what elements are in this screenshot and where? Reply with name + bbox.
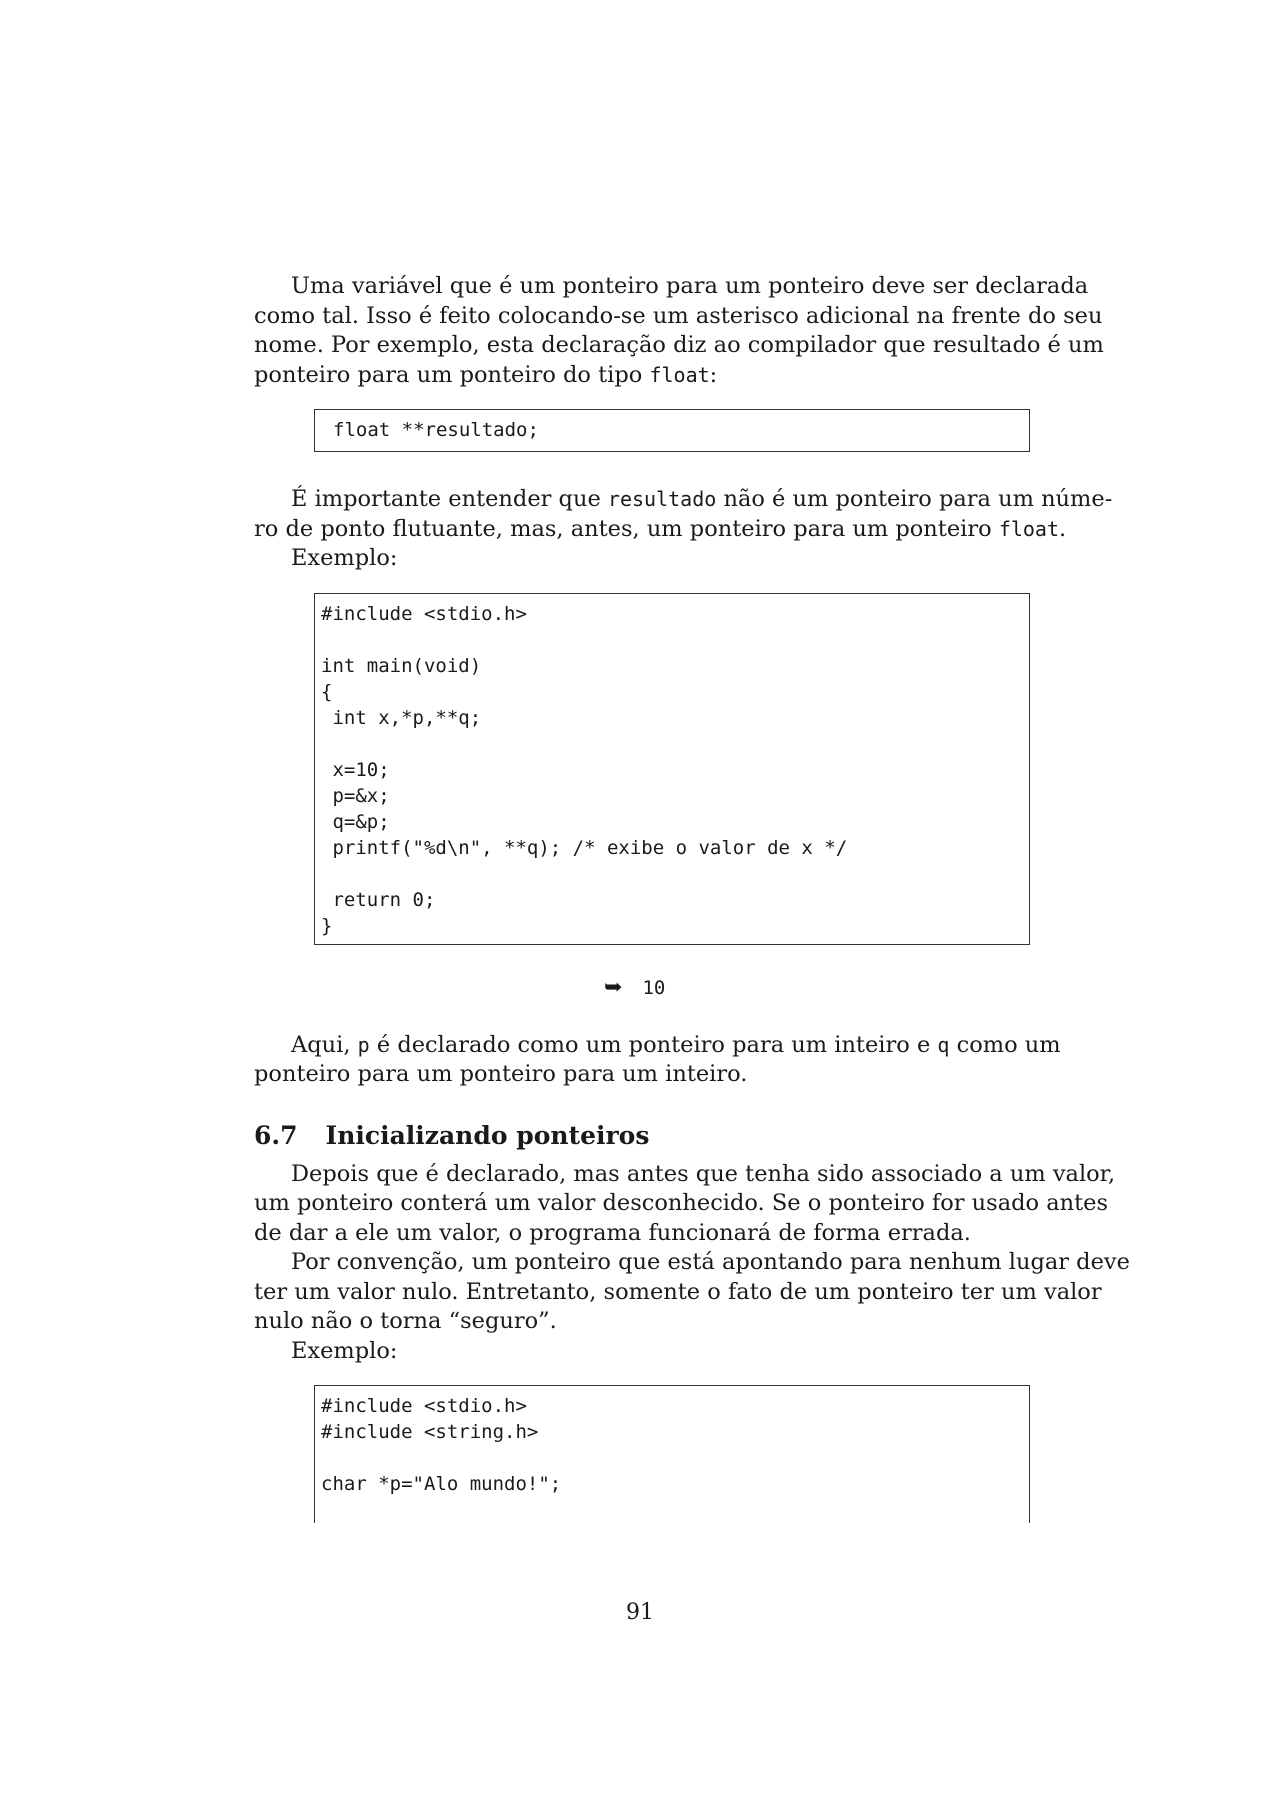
- depois-paragraph: [254, 1160, 1116, 1249]
- intro-line-1: Uma variável que é um ponteiro para um ponteiro deve ser declarada: [291, 273, 1089, 299]
- inline-code-q: q: [937, 1032, 950, 1057]
- page-number: 91: [626, 1600, 654, 1625]
- code-example-2: #include <stdio.h> #include <string.h> char *p="Alo mundo!";: [321, 1395, 562, 1495]
- resultado-line-1: [254, 485, 1113, 515]
- intro-line-2: como tal. Isso é feito colocando-se um asterisco adicional na frente do seu: [254, 302, 1103, 329]
- text: Aqui,: [291, 1031, 358, 1058]
- depois-line-1: Depois que é declarado, mas antes que tenha sido associado a um valor,: [291, 1160, 1116, 1187]
- intro-paragraph: [254, 272, 1104, 390]
- convencao-line-2: ter um valor nulo. Entretanto, somente o fato de um ponteiro ter um valor: [254, 1278, 1102, 1305]
- example-label-2: Exemplo:: [291, 1337, 398, 1364]
- output-arrow-icon: ➥: [604, 974, 623, 1000]
- page-content: [254, 272, 1130, 1523]
- text: É importante entender que: [291, 486, 608, 512]
- intro-text-end: :: [709, 361, 718, 388]
- code-block-declaration: [314, 409, 1030, 452]
- text: como um: [949, 1031, 1061, 1058]
- convencao-line-3: nulo não o torna “seguro”.: [254, 1308, 557, 1334]
- inline-code-float: float: [998, 516, 1060, 541]
- section-number: 6.7: [254, 1120, 298, 1150]
- code-block-example-2: [314, 1385, 1030, 1523]
- example-label-1: Exemplo:: [291, 545, 398, 571]
- text: é declarado como um ponteiro para um inteiro e: [369, 1031, 938, 1058]
- aqui-line-1: [254, 1031, 1061, 1061]
- text: não é um ponteiro para um núme-: [716, 486, 1113, 512]
- text: .: [1059, 515, 1067, 542]
- depois-line-2: um ponteiro conterá um valor desconhecido. Se o ponteiro for usado antes: [254, 1190, 1109, 1216]
- intro-line-3: nome. Por exemplo, esta declaração diz ao compilador que resultado é um: [254, 332, 1104, 358]
- code-example-1: #include <stdio.h> int main(void) { int x,*p,**q; x=10; p=&x; q=&p; printf("%d\n", **q); /* exibe o valor de x */ return 0; }: [321, 602, 848, 937]
- section-heading: [254, 1121, 1030, 1150]
- aqui-line-2: ponteiro para um ponteiro para um inteiro.: [254, 1061, 748, 1087]
- depois-line-3: de dar a ele um valor, o programa funcionará de forma errada.: [254, 1219, 971, 1246]
- output-value: 10: [642, 976, 666, 999]
- text: ro de ponto flutuante, mas, antes, um ponteiro para um ponteiro: [254, 515, 999, 542]
- program-output: [254, 963, 1030, 1023]
- code-declaration: float **resultado;: [333, 419, 539, 441]
- resultado-line-2: [254, 515, 1067, 545]
- inline-code-p: p: [357, 1032, 370, 1057]
- code-block-example-1: [314, 593, 1030, 945]
- section-title: Inicializando ponteiros: [325, 1120, 650, 1150]
- output-line: [604, 975, 665, 1000]
- intro-line-4: [254, 361, 1030, 391]
- inline-code-resultado: resultado: [607, 487, 717, 511]
- convencao-paragraph: [254, 1248, 1130, 1366]
- intro-text: ponteiro para um ponteiro do tipo: [254, 361, 650, 388]
- resultado-paragraph: [254, 485, 1113, 574]
- inline-code-float: float: [649, 362, 710, 387]
- convencao-line-1: Por convenção, um ponteiro que está apontando para nenhum lugar deve: [291, 1249, 1130, 1275]
- aqui-paragraph: [254, 1031, 1061, 1090]
